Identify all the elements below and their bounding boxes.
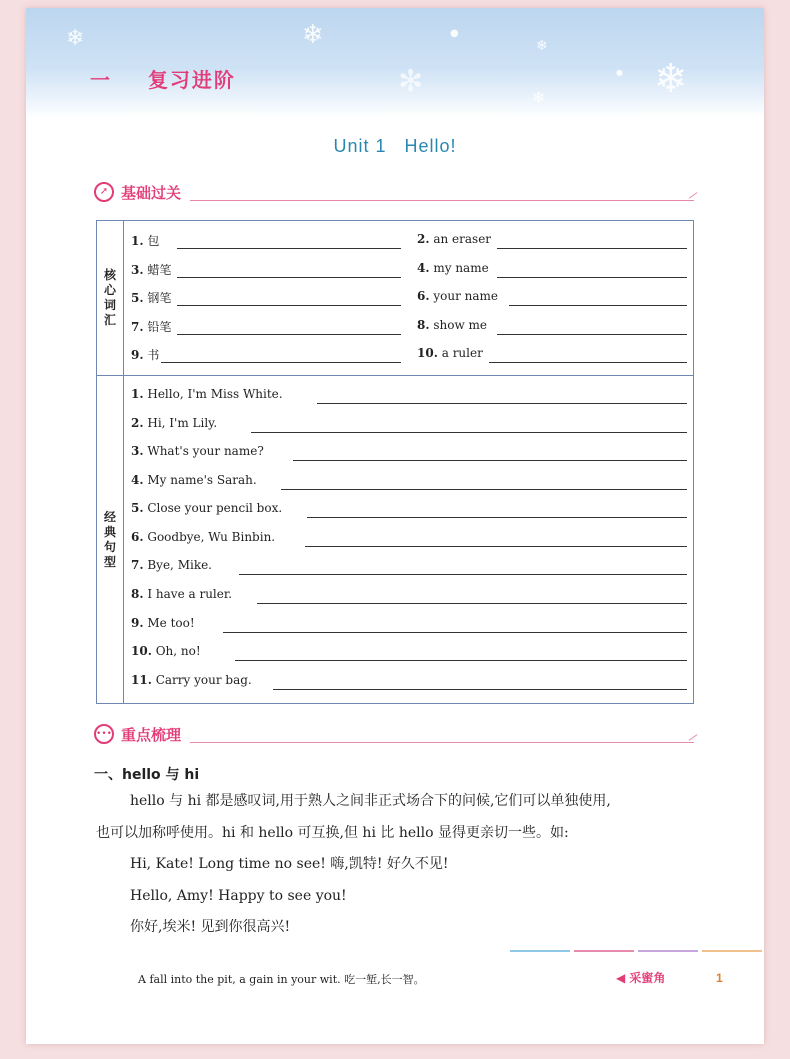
sentence-item: 7. Bye, Mike. [131, 558, 687, 578]
sentence-text: Hi, I'm Lily. [147, 416, 218, 430]
sentence-item: 4. My name's Sarah. [131, 473, 687, 493]
vocab-item: 5. 钢笔 [131, 289, 401, 309]
answer-line[interactable] [489, 362, 687, 363]
vocab-item: 2. an eraser [417, 232, 687, 252]
compass-icon: ➚ [94, 182, 114, 202]
paragraph-line: hello 与 hi 都是感叹词,用于熟人之间非正式场合下的问候,它们可以单独使用, [130, 793, 611, 809]
footer-rule [638, 950, 698, 952]
answer-line[interactable] [177, 305, 401, 306]
snowflake-icon: ❄ [302, 20, 324, 50]
vocab-prompt: 钢笔 [147, 291, 172, 305]
vocab-prompt: 书 [147, 348, 160, 362]
vocab-prompt: 包 [147, 234, 160, 248]
sentence-text: Bye, Mike. [147, 558, 212, 572]
speech-bubble-icon: ••• [94, 724, 114, 744]
vocab-box [96, 220, 694, 376]
sentence-text: Close your pencil box. [147, 501, 283, 515]
vocab-side-cell [97, 221, 124, 375]
answer-line[interactable] [509, 305, 687, 306]
sentence-item: 1. Hello, I'm Miss White. [131, 387, 687, 407]
vocab-item: 6. your name [417, 289, 687, 309]
answer-line[interactable] [497, 277, 687, 278]
answer-line[interactable] [177, 334, 401, 335]
answer-line[interactable] [497, 334, 687, 335]
answer-line[interactable] [257, 603, 687, 604]
vocab-prompt: your name [433, 289, 499, 303]
sentence-text: Carry your bag. [155, 673, 252, 687]
paragraph-line: 也可以加称呼使用。hi 和 hello 可互换,但 hi 比 hello 显得更亲切一些。如: [96, 825, 569, 841]
vocab-item: 4. my name [417, 261, 687, 281]
answer-line[interactable] [273, 689, 687, 690]
sentence-text: Oh, no! [155, 644, 201, 658]
snowflake-icon: ● [616, 68, 623, 77]
vocab-prompt: 铅笔 [147, 320, 172, 334]
sentence-item: 5. Close your pencil box. [131, 501, 687, 521]
heading-rule [190, 742, 694, 743]
snowflake-icon: ❄ [532, 88, 546, 107]
header-banner [26, 8, 764, 118]
sentence-text: My name's Sarah. [147, 473, 257, 487]
snowflake-icon: ❄ [66, 26, 85, 51]
example-line: Hi, Kate! Long time no see! 嗨,凯特! 好久不见! [130, 856, 449, 872]
sentence-item: 8. I have a ruler. [131, 587, 687, 607]
snowflake-icon: ❄ [536, 38, 548, 54]
answer-line[interactable] [293, 460, 687, 461]
sentence-text: I have a ruler. [147, 587, 233, 601]
vocab-prompt: a ruler [441, 346, 483, 360]
section-name: 复习进阶 [147, 68, 236, 92]
sentence-item: 9. Me too! [131, 616, 687, 636]
sentence-item: 2. Hi, I'm Lily. [131, 416, 687, 436]
workbook-page [26, 8, 764, 1044]
answer-line[interactable] [317, 403, 687, 404]
sentence-item: 11. Carry your bag. [131, 673, 687, 693]
vocab-prompt: my name [433, 261, 489, 275]
key-points-heading [94, 724, 694, 748]
vocab-side-label: 核心词汇 [103, 268, 116, 327]
unit-title: Unit 1 Hello! [333, 136, 457, 156]
grammar-title: 一、hello 与 hi [94, 767, 200, 783]
heading-rule [190, 200, 694, 201]
answer-line[interactable] [161, 362, 401, 363]
section-number: 一 [90, 68, 112, 92]
answer-line[interactable] [251, 432, 687, 433]
sentences-side-label: 经典句型 [103, 509, 116, 569]
answer-line[interactable] [223, 632, 687, 633]
page-number: 1 [716, 971, 723, 985]
answer-line[interactable] [497, 248, 687, 249]
snowflake-icon: ✻ [398, 64, 424, 99]
sentences-box [96, 375, 694, 704]
snowflake-icon: ● [450, 28, 459, 39]
footer-rule [510, 950, 570, 952]
sentence-item: 6. Goodbye, Wu Binbin. [131, 530, 687, 550]
basic-heading-label: 基础过关 [121, 184, 182, 202]
example-line: 你好,埃米! 见到你很高兴! [130, 919, 291, 935]
vocab-item: 10. a ruler [417, 346, 687, 366]
footer-proverb: A fall into the pit, a gain in your wit. 吃一堑,长一智。 [138, 973, 425, 986]
vocab-item: 3. 蜡笔 [131, 261, 401, 281]
vocab-prompt: 蜡笔 [147, 263, 172, 277]
sentence-item: 3. What's your name? [131, 444, 687, 464]
answer-line[interactable] [177, 277, 401, 278]
answer-line[interactable] [239, 574, 687, 575]
answer-line[interactable] [177, 248, 401, 249]
example-line: Hello, Amy! Happy to see you! [130, 888, 347, 904]
sentences-side-cell [97, 376, 124, 703]
vocab-item: 7. 铅笔 [131, 318, 401, 338]
vocab-item: 9. 书 [131, 346, 401, 366]
sentence-text: What's your name? [147, 444, 264, 458]
footer-rule [574, 950, 634, 952]
vocab-prompt: show me [433, 318, 488, 332]
basic-heading [94, 182, 694, 206]
answer-line[interactable] [281, 489, 687, 490]
vocab-item: 8. show me [417, 318, 687, 338]
snowflake-icon: ❄ [654, 56, 688, 102]
key-points-heading-label: 重点梳理 [121, 726, 182, 744]
vocab-item: 1. 包 [131, 232, 401, 252]
sentence-text: Goodbye, Wu Binbin. [147, 530, 276, 544]
sentence-text: Me too! [147, 616, 195, 630]
footer-corner-label: ◀ 采蜜角 [616, 971, 666, 985]
sentence-item: 10. Oh, no! [131, 644, 687, 664]
sentence-text: Hello, I'm Miss White. [147, 387, 283, 401]
footer-rule [702, 950, 762, 952]
answer-line[interactable] [235, 660, 687, 661]
vocab-prompt: an eraser [433, 232, 492, 246]
answer-line[interactable] [307, 517, 687, 518]
answer-line[interactable] [305, 546, 687, 547]
section-title [90, 64, 236, 93]
